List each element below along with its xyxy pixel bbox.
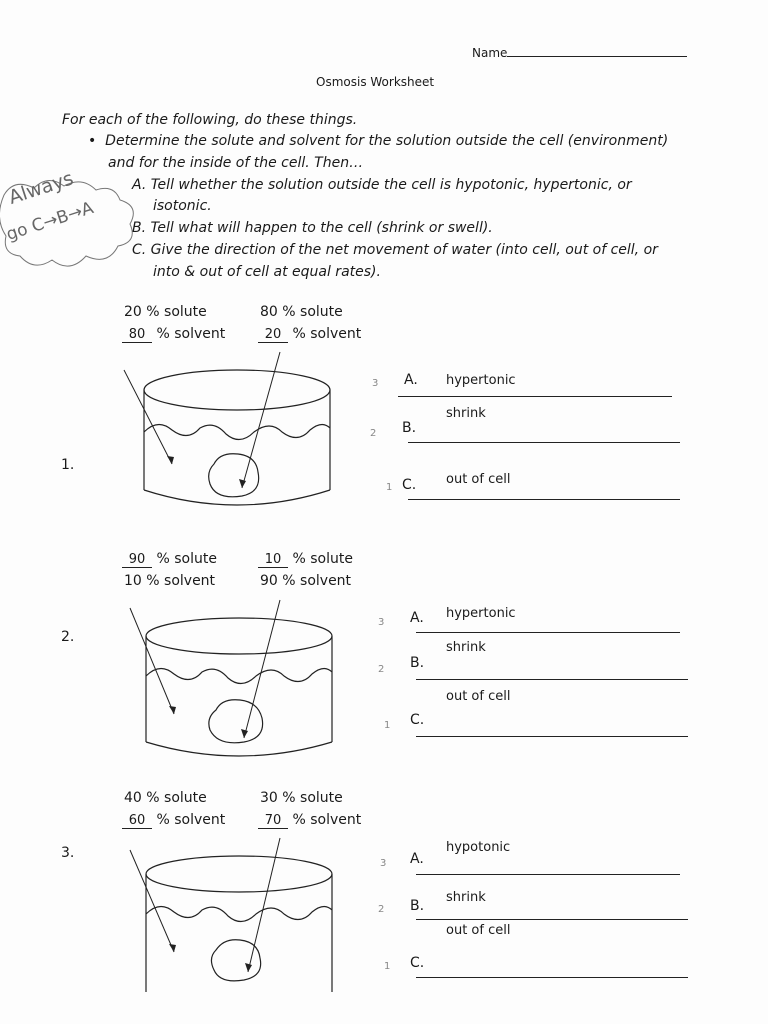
order-number: 1 <box>384 961 391 972</box>
answer-line-c <box>416 977 688 978</box>
name-field[interactable] <box>472 46 687 60</box>
inside-solute-answer[interactable]: 10 <box>258 552 288 568</box>
order-number: 1 <box>386 482 393 493</box>
outside-solvent-answer[interactable]: 60 <box>122 813 152 829</box>
inside-solute: 80 % solute <box>260 304 343 320</box>
label-a: A. <box>410 610 424 626</box>
answer-line-b <box>416 679 688 680</box>
answer-line-b <box>408 442 680 443</box>
instruction-b: B. Tell what will happen to the cell (shrink or swell). <box>132 220 493 236</box>
label-a: A. <box>404 372 418 388</box>
problem-number: 1. <box>61 457 75 473</box>
inside-solvent: 70 % solvent <box>258 812 361 829</box>
answer-b[interactable]: shrink <box>446 640 486 655</box>
answer-line-a <box>416 632 680 633</box>
answer-a[interactable]: hypertonic <box>446 606 516 621</box>
answer-a[interactable]: hypertonic <box>446 373 516 388</box>
instruction-c-cont: into & out of cell at equal rates). <box>153 264 381 280</box>
label-b: B. <box>410 655 425 671</box>
label-c: C. <box>410 955 425 971</box>
order-number: 2 <box>378 904 385 915</box>
instructions-bullet: • Determine the solute and solvent for the solution outside the cell (environment) <box>88 133 669 149</box>
answer-c[interactable]: out of cell <box>446 923 511 938</box>
label-c: C. <box>410 712 425 728</box>
answer-b[interactable]: shrink <box>446 890 486 905</box>
answer-c[interactable]: out of cell <box>446 689 511 704</box>
label-c: C. <box>402 477 417 493</box>
answer-line-a <box>398 396 672 397</box>
instructions-intro: For each of the following, do these things. <box>62 112 358 128</box>
inside-solvent: 90 % solvent <box>260 573 352 589</box>
beaker-cell-diagram-3 <box>144 852 344 992</box>
label-b: B. <box>402 420 417 436</box>
label-a: A. <box>410 851 424 867</box>
outside-solvent: 10 % solvent <box>124 573 216 589</box>
beaker-cell-diagram-1 <box>142 360 342 510</box>
outside-solute: 40 % solute <box>124 790 207 806</box>
inside-solvent-answer[interactable]: 20 <box>258 327 288 343</box>
margin-note-line2: go C→B→A <box>4 198 97 246</box>
inside-solute: 10 % solute <box>258 551 353 568</box>
instruction-a-cont: isotonic. <box>153 198 212 214</box>
answer-c[interactable]: out of cell <box>446 472 511 487</box>
instructions-bullet-cont: and for the inside of the cell. Then… <box>108 155 364 171</box>
order-number: 2 <box>378 664 385 675</box>
outside-solute-answer[interactable]: 90 <box>122 552 152 568</box>
outside-solvent: 80 % solvent <box>122 326 225 343</box>
problem-number: 2. <box>61 629 75 645</box>
order-number: 1 <box>384 720 391 731</box>
margin-note-line1: Always <box>6 167 77 209</box>
order-number: 2 <box>370 428 377 439</box>
outside-solute: 90 % solute <box>122 551 217 568</box>
answer-line-a <box>416 874 680 875</box>
outside-solvent-answer[interactable]: 80 <box>122 327 152 343</box>
problem-number: 3. <box>61 845 75 861</box>
order-number: 3 <box>372 378 379 389</box>
answer-line-c <box>408 499 680 500</box>
page-title: Osmosis Worksheet <box>316 75 435 89</box>
order-number: 3 <box>378 617 385 628</box>
name-label: Name <box>472 46 508 60</box>
answer-line-b <box>416 919 688 920</box>
bullet-dot-icon: • <box>88 133 106 149</box>
inside-solvent-answer[interactable]: 70 <box>258 813 288 829</box>
inside-solvent: 20 % solvent <box>258 326 361 343</box>
answer-b[interactable]: shrink <box>446 406 486 421</box>
inside-solute: 30 % solute <box>260 790 343 806</box>
order-number: 3 <box>380 858 387 869</box>
outside-solvent: 60 % solvent <box>122 812 225 829</box>
label-b: B. <box>410 898 425 914</box>
instruction-c: C. Give the direction of the net movement of water (into cell, out of cell, or <box>132 242 658 258</box>
outside-solute: 20 % solute <box>124 304 207 320</box>
answer-a[interactable]: hypotonic <box>446 840 511 855</box>
beaker-cell-diagram-2 <box>144 612 344 762</box>
instruction-a: A. Tell whether the solution outside the cell is hypotonic, hypertonic, or <box>132 177 632 193</box>
answer-line-c <box>416 736 688 737</box>
